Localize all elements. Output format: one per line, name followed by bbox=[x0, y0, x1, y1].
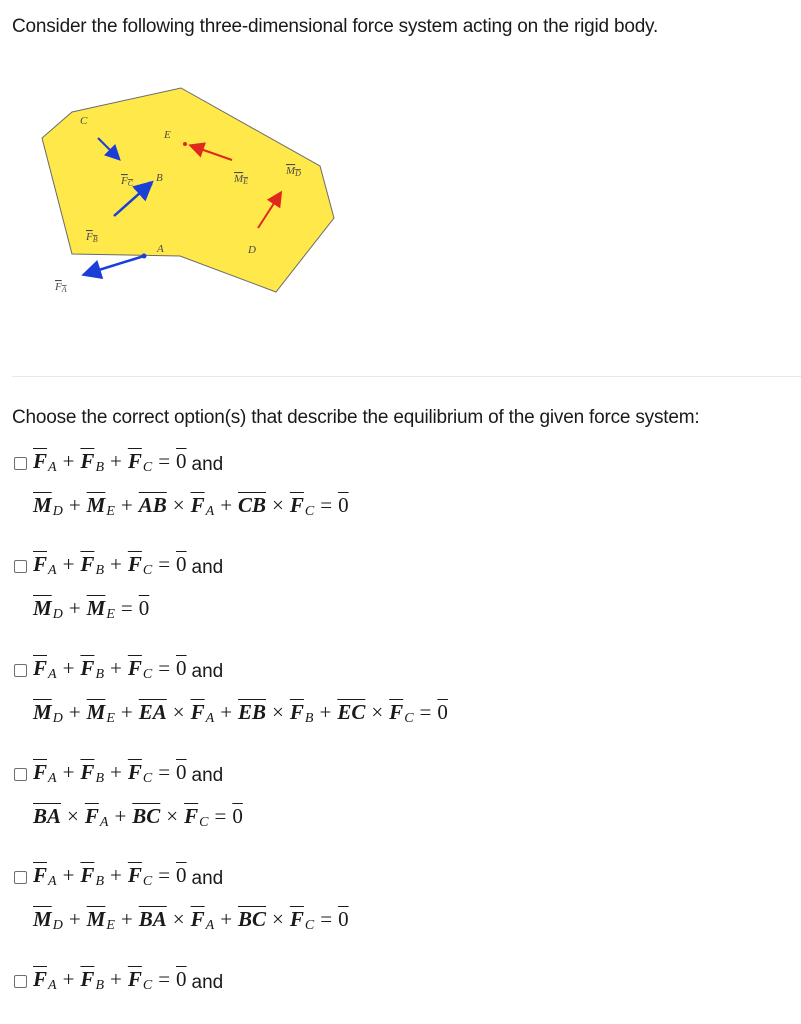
option-1-checkbox[interactable] bbox=[14, 457, 27, 470]
rigid-body-figure bbox=[0, 70, 420, 330]
label-fa: FA bbox=[55, 281, 67, 294]
label-fc: FC bbox=[121, 175, 134, 188]
option-1[interactable]: $\overline{F}_A + \overline{F}_B + \overline{F}_C = 0$ and $\overline{M}_D + \overline{M}_E + \overline{AB} \times \overline{F}_A + \overline{CB} \times \overline{F}_C = 0$ bbox=[14, 446, 349, 520]
option-4-checkbox[interactable] bbox=[14, 768, 27, 781]
label-me: ME bbox=[234, 173, 249, 186]
force-fa-arrow bbox=[86, 256, 144, 274]
option-2-checkbox[interactable] bbox=[14, 560, 27, 573]
option-4-force-sum: $\overline{F}_A + \overline{F}_B + \overline{F}_C = 0$ bbox=[33, 760, 187, 786]
option-3-checkbox[interactable] bbox=[14, 664, 27, 677]
label-b: B bbox=[156, 172, 163, 184]
label-md: MD bbox=[286, 165, 301, 178]
question-text: Consider the following three-dimensional force system acting on the rigid body. bbox=[12, 16, 659, 37]
label-e: E bbox=[164, 129, 171, 141]
point-b-marker bbox=[148, 182, 153, 187]
option-6-checkbox[interactable] bbox=[14, 975, 27, 988]
option-3-moment-sum: $\overline{M}_D + \overline{M}_E + \overline{EA} \times \overline{F}_A + \overline{EB} \times \overline{F}_B + \overline{EC} \times \overline{F}_C = 0$ bbox=[33, 700, 448, 726]
option-1-force-sum: $\overline{F}_A + \overline{F}_B + \overline{F}_C = 0$ bbox=[33, 449, 187, 475]
point-e-marker bbox=[183, 142, 187, 146]
option-2-moment-sum: $\overline{M}_D + \overline{M}_E = 0$ bbox=[33, 596, 150, 622]
option-5-moment-sum: $\overline{M}_D + \overline{M}_E + \overline{BA} \times \overline{F}_A + \overline{BC} \times \overline{F}_C = 0$ bbox=[33, 907, 349, 933]
option-4[interactable]: $\overline{F}_A + \overline{F}_B + \overline{F}_C = 0$ and $\overline{BA} \times \overline{F}_A + \overline{BC} \times \overline{F}_C = 0$ bbox=[14, 757, 243, 831]
option-2[interactable]: $\overline{F}_A + \overline{F}_B + \overline{F}_C = 0$ and $\overline{M}_D + \overline{M}_E = 0$ bbox=[14, 549, 223, 623]
option-5-checkbox[interactable] bbox=[14, 871, 27, 884]
option-5[interactable]: $\overline{F}_A + \overline{F}_B + \overline{F}_C = 0$ and $\overline{M}_D + \overline{M}_E + \overline{BA} \times \overline{F}_A + \overline{BC} \times \overline{F}_C = 0$ bbox=[14, 860, 349, 934]
label-c: C bbox=[80, 115, 88, 127]
option-1-moment-sum: $\overline{M}_D + \overline{M}_E + \overline{AB} \times \overline{F}_A + \overline{CB} \times \overline{F}_C = 0$ bbox=[33, 493, 349, 519]
option-3-force-sum: $\overline{F}_A + \overline{F}_B + \overline{F}_C = 0$ bbox=[33, 656, 187, 682]
label-a: A bbox=[157, 243, 164, 255]
divider bbox=[12, 376, 801, 377]
option-3[interactable]: $\overline{F}_A + \overline{F}_B + \overline{F}_C = 0$ and $\overline{M}_D + \overline{M}_E + \overline{EA} \times \overline{F}_A + \overline{EB} \times \overline{F}_B + \overline{EC} \times \overline{F}_C = 0$ bbox=[14, 653, 448, 727]
label-d: D bbox=[248, 244, 256, 256]
point-a-marker bbox=[142, 254, 147, 259]
label-fb: FB bbox=[86, 231, 98, 244]
option-2-force-sum: $\overline{F}_A + \overline{F}_B + \overline{F}_C = 0$ bbox=[33, 552, 187, 578]
option-4-moment-sum: $\overline{BA} \times \overline{F}_A + \overline{BC} \times \overline{F}_C = 0$ bbox=[33, 804, 243, 830]
option-6[interactable]: $\overline{F}_A + \overline{F}_B + \overline{F}_C = 0$ and bbox=[14, 964, 223, 994]
option-6-force-sum: $\overline{F}_A + \overline{F}_B + \overline{F}_C = 0$ bbox=[33, 967, 187, 993]
prompt-text: Choose the correct option(s) that describe the equilibrium of the given force system: bbox=[12, 407, 700, 428]
option-5-force-sum: $\overline{F}_A + \overline{F}_B + \overline{F}_C = 0$ bbox=[33, 863, 187, 889]
